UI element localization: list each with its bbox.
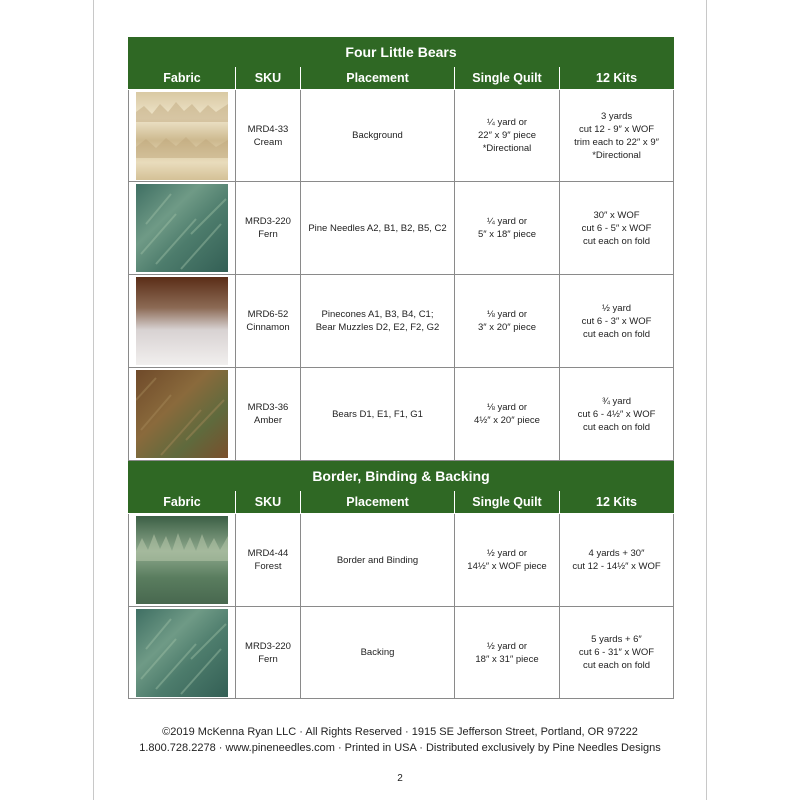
table-row [129,90,674,182]
fern-fabric-swatch [136,609,228,697]
fabric-cell [129,275,236,368]
sku-cell: MRD4-44 Forest [236,514,301,607]
column-header-sku: SKU [236,67,301,90]
kits-cell: ¾ yard cut 6 - 4½″ x WOF cut each on fold [560,368,674,461]
single-quilt-cell: ⅛ yard or 4½″ x 20″ piece [455,368,560,461]
column-header-sku: SKU [236,491,301,514]
fabric-table-border-binding-backing [128,461,674,699]
sku-cell: MRD3-220 Fern [236,607,301,699]
placement-cell: Background [301,90,455,182]
sku-cell: MRD3-36 Amber [236,368,301,461]
table-row [129,368,674,461]
column-header-single-quilt: Single Quilt [455,491,560,514]
single-quilt-cell: ⅛ yard or 3″ x 20″ piece [455,275,560,368]
table-row [129,275,674,368]
single-quilt-cell: ½ yard or 18″ x 31″ piece [455,607,560,699]
fabric-cell [129,514,236,607]
section-title: Border, Binding & Backing [129,462,674,491]
page-number: 2 [397,773,403,784]
kits-cell: ½ yard cut 6 - 3″ x WOF cut each on fold [560,275,674,368]
kits-cell: 30″ x WOF cut 6 - 5″ x WOF cut each on fold [560,182,674,275]
cinnamon-fabric-swatch [136,277,228,365]
forest-fabric-swatch [136,516,228,604]
section-title: Four Little Bears [129,38,674,67]
fabric-cell [129,607,236,699]
sku-cell: MRD4-33 Cream [236,90,301,182]
sku-cell: MRD6-52 Cinnamon [236,275,301,368]
placement-cell: Pinecones A1, B3, B4, C1; Bear Muzzles D2, E2, F2, G2 [301,275,455,368]
column-header-12-kits: 12 Kits [560,491,674,514]
sku-cell: MRD3-220 Fern [236,182,301,275]
kits-cell: 5 yards + 6″ cut 6 - 31″ x WOF cut each on fold [560,607,674,699]
table-row [129,607,674,699]
placement-cell: Bears D1, E1, F1, G1 [301,368,455,461]
column-header-single-quilt: Single Quilt [455,67,560,90]
placement-cell: Pine Needles A2, B1, B2, B5, C2 [301,182,455,275]
placement-cell: Backing [301,607,455,699]
kits-cell: 4 yards + 30″ cut 12 - 14½″ x WOF [560,514,674,607]
fabric-cell [129,90,236,182]
footer-contact-line: 1.800.728.2278 · www.pineneedles.com · Printed in USA · Distributed exclusively by Pine Needles Designs [139,742,661,754]
column-header-placement: Placement [301,67,455,90]
column-header-fabric: Fabric [129,491,236,514]
table-row [129,182,674,275]
single-quilt-cell: ¼ yard or 22″ x 9″ piece *Directional [455,90,560,182]
single-quilt-cell: ¼ yard or 5″ x 18″ piece [455,182,560,275]
column-header-fabric: Fabric [129,67,236,90]
column-header-placement: Placement [301,491,455,514]
fabric-cell [129,182,236,275]
fabric-cell [129,368,236,461]
footer-copyright-line: ©2019 McKenna Ryan LLC · All Rights Reserved · 1915 SE Jefferson Street, Portland, OR 97222 [162,726,638,738]
amber-fabric-swatch [136,370,228,458]
cream-fabric-swatch [136,92,228,180]
single-quilt-cell: ½ yard or 14½″ x WOF piece [455,514,560,607]
fern-fabric-swatch [136,184,228,272]
table-row [129,514,674,607]
fabric-table-four-little-bears [128,37,674,461]
placement-cell: Border and Binding [301,514,455,607]
kits-cell: 3 yards cut 12 - 9″ x WOF trim each to 22″ x 9″ *Directional [560,90,674,182]
column-header-12-kits: 12 Kits [560,67,674,90]
